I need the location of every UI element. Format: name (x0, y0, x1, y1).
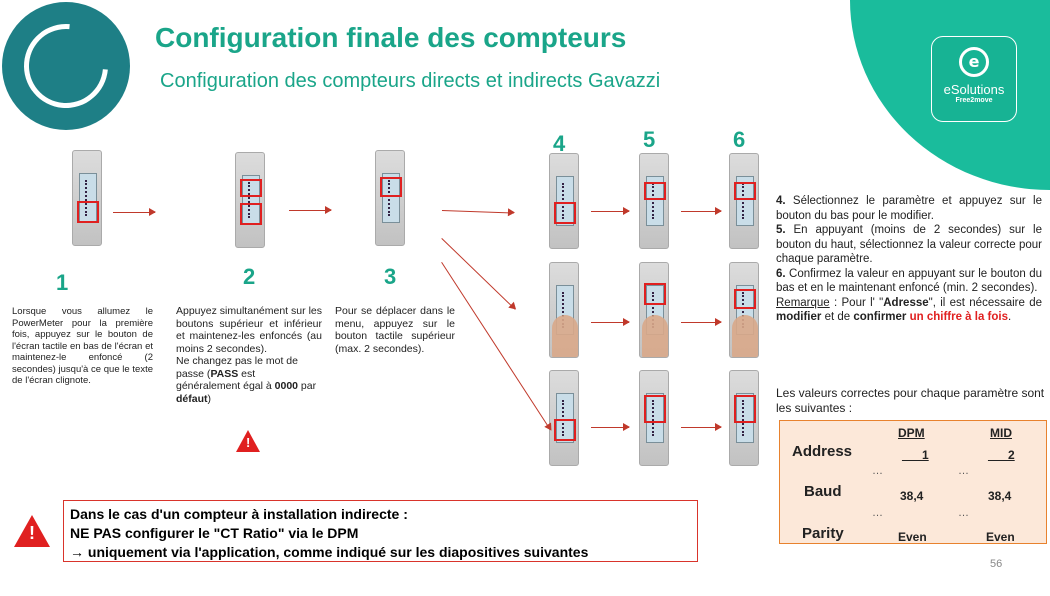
meter-photo-step-2 (235, 152, 265, 248)
arrow-step-4-to-5-row-1 (591, 211, 629, 212)
meter-photo-step-6-row-1 (729, 153, 759, 249)
meter-photo-step-1 (72, 150, 102, 246)
arrow-step-3-to-row-1 (442, 210, 514, 214)
arrow-step-3-to-row-3 (441, 262, 551, 430)
arrow-step-5-to-6-row-1 (681, 211, 721, 212)
step-3-description: Pour se déplacer dans le menu, appuyez sur le bouton tactile supérieur (max. 2 secondes). (335, 305, 455, 355)
step-2-text-b: Ne changez pas le mot de passe (PASS est généralement égal à 0000 par défaut) (176, 355, 317, 405)
step-2-text-a: Appuyez simultanément sur les boutons supérieur et inférieur et maintenez-les enfoncés (au moins 2 secondes). (176, 305, 322, 355)
step-2-description (176, 305, 322, 405)
instructions-text (776, 194, 1042, 325)
arrow-step-2-to-3 (289, 210, 331, 211)
param-mid-parity: Even (986, 530, 1015, 544)
step-number-1: 1 (56, 270, 69, 295)
arrow-step-4-to-5-row-2 (591, 322, 629, 323)
default-code: 0000 (274, 380, 299, 392)
parameters-table (779, 420, 1047, 544)
alert-line-2: NE PAS configurer le "CT Ratio" via le DPM (70, 525, 359, 541)
logo-subtitle: Free2move (955, 97, 993, 104)
logo-name: eSolutions (943, 82, 1005, 97)
page-subtitle: Configuration des compteurs directs et indirects Gavazzi (160, 70, 661, 92)
decorative-ring-icon (7, 7, 125, 125)
ellipsis: … (958, 465, 969, 477)
param-name-parity: Parity (802, 525, 844, 542)
arrow-step-3-to-row-2 (441, 238, 515, 310)
instruction-6: 6. Confirmez la valeur en appuyant sur le bouton du bas et en le maintenant enfoncé (min. 2 secondes). (776, 267, 1042, 294)
meter-photo-step-5-row-3 (639, 370, 669, 466)
param-dpm-address: _ _ 1 (902, 448, 929, 462)
column-header-mid: MID (990, 426, 1012, 440)
meter-photo-step-5-row-1 (639, 153, 669, 249)
decorative-circle (2, 2, 130, 130)
step-number-2: 2 (243, 264, 256, 289)
param-name-address: Address (792, 443, 853, 460)
arrow-step-1-to-2 (113, 212, 155, 213)
page-title: Configuration finale des compteurs (155, 22, 627, 53)
meter-photo-step-4-row-3 (549, 370, 579, 466)
meter-photo-step-6-row-2 (729, 262, 759, 358)
step-1-description: Lorsque vous allumez le PowerMeter pour la première fois, appuyez sur le bouton de l'écran tactile en bas de l'écran et maintenez-le enfoncé (2 secondes) jusqu'à ce que le texte de l'écran clignote. (12, 306, 153, 386)
param-dpm-baud: 38,4 (900, 489, 924, 503)
instruction-4: 4. Sélectionnez le paramètre et appuyez sur le bouton du bas pour le modifier. (776, 195, 1042, 222)
column-header-dpm: DPM (898, 426, 925, 440)
step-number-4: 4 (553, 131, 566, 156)
step-number-6: 6 (733, 127, 746, 152)
ellipsis: … (958, 507, 969, 519)
alert-line-1: Dans le cas d'un compteur à installation indirecte : (70, 506, 408, 522)
indirect-meter-alert (63, 500, 698, 562)
password-value: PASS (210, 367, 239, 380)
param-name-baud: Baud (804, 483, 842, 500)
values-intro: Les valeurs correctes pour chaque paramètre sont les suivantes : (776, 386, 1045, 415)
arrow-step-5-to-6-row-2 (681, 322, 721, 323)
meter-photo-step-6-row-3 (729, 370, 759, 466)
meter-photo-step-5-row-2 (639, 262, 669, 358)
plug-logo-icon: e (959, 47, 989, 77)
ellipsis: … (872, 465, 883, 477)
arrow-step-4-to-5-row-3 (591, 427, 629, 428)
param-mid-baud: 38,4 (988, 489, 1012, 503)
warning-icon: ! (14, 515, 50, 547)
instruction-5: 5. En appuyant (moins de 2 secondes) sur le bouton du haut, sélectionnez la valeur correcte pour chaque paramètre. (776, 224, 1042, 265)
warning-icon: ! (236, 430, 260, 452)
meter-photo-step-4-row-2 (549, 262, 579, 358)
remark: Remarque : Pour l' "Adresse", il est nécessaire de modifier et de confirmer un chiffre à la fois. (776, 296, 1042, 323)
param-dpm-parity: Even (898, 530, 927, 544)
step-number-3: 3 (384, 264, 397, 289)
meter-photo-step-4-row-1 (549, 153, 579, 249)
brand-logo (931, 36, 1017, 122)
arrow-step-5-to-6-row-3 (681, 427, 721, 428)
alert-line-3: → uniquement via l'application, comme indiqué sur les diapositives suivantes (70, 544, 589, 560)
param-mid-address: _ _ 2 (988, 448, 1015, 462)
meter-photo-step-3 (375, 150, 405, 246)
page-number: 56 (990, 558, 1003, 570)
ellipsis: … (872, 507, 883, 519)
step-number-5: 5 (643, 127, 656, 152)
